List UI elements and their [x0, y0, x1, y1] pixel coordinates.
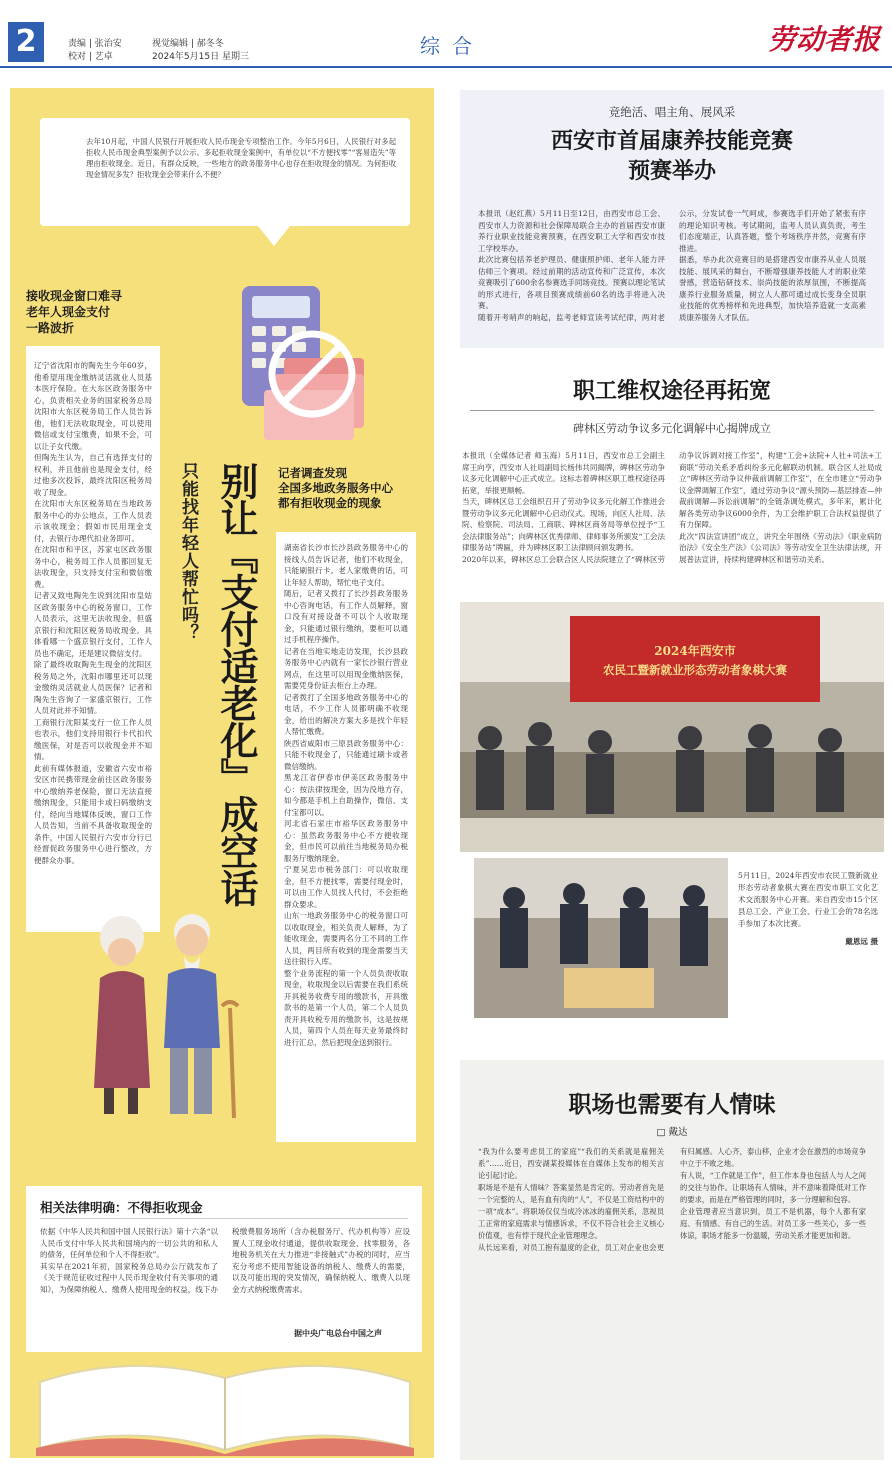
calculator-illustration — [228, 278, 388, 448]
article-skills-contest — [460, 90, 884, 348]
caption-text: 5月11日，2024年西安市农民工暨新就业形态劳动者象棋大赛在西安市职工文化艺术交流服务中心开赛。来自西安市15个区县总工会、产业工会、行业工会的78名选手参加了本次比赛。 — [738, 871, 878, 928]
law-box — [26, 1186, 422, 1352]
article3-title: 职场也需要有人情味 — [568, 1091, 776, 1118]
open-book-illustration — [30, 1352, 420, 1456]
law-rule — [40, 1218, 408, 1219]
elderly-couple-icon — [80, 898, 250, 1130]
main-vertical-title: 别让『支付适老化』成空话 — [214, 462, 259, 906]
header-rule — [0, 66, 892, 68]
chess-game-scene — [474, 858, 728, 1018]
article1-title: 西安市首届康养技能竞赛 预赛举办 — [550, 128, 793, 184]
newspaper-logo: 劳动者报 — [768, 23, 881, 56]
left-column-text: 辽宁省沈阳市的陶先生今年60岁，他希望用现金缴纳灵活就业人员基本医疗保险。在大东区政务服务中心，负责相关业务的国家税务总局沈阳市大东区税务局工作人员告诉他，他们无法收取现金，可以使用微信或支付宝缴费，如果不会，可以让子女代缴。 但陶先生认为，自己有选择支付的权利，并且他前也是现金支付，经过他多次投诉，最终沈阳区税务局收了现金。 在沈阳市大东区税务局在当地政务服务中心的办公地点，工作人员表示该收现金；假如市民用现金支付，去银行办理代扣业务即可。 在沈阳市和平区，苏家屯区政务服务中心，税务局工作人员都回复无法收现金，只支持支付宝和微信缴费。 记者又致电陶先生说到沈阳市皇姑区政务服务中心的税务窗口，工作人员表示，这里无法收现金，但盛京银行和沈阳区税务局收现金。具体看哪一个盛京银行支付，工作人员也不确定，还是建议微信支付。 除了最终收取陶先生现金的沈阳区税务局之外，沈阳市哪里还可以现金缴纳灵活就业人员医保？记者和陶先生咨询了一家盛京银行，工作人员对此并不知情。 工商银行沈阳某支行一位工作人员也表示，他们支持用银行卡代扣代缴医保，对是否可以收现金并不知情。 此前有媒体报道，安徽省六安市裕安区市民携带现金前往区政务服务中心缴纳养老保险，窗口无法直接缴纳现金，只能用卡或扫码缴纳支付，经向当地媒体反映，窗口工作人员告知，当前不具备收取现金的条件，中国人民银行六安市分行已经督促政务服务中心进行整改，方便群众办事。 — [34, 361, 152, 865]
article1-kicker: 竞绝活、唱主角、展风采 — [608, 105, 736, 119]
law-text: 依据《中华人民共和国中国人民银行法》第十六条“以人民币支付中华人民共和国境内的一切公共的和私人的债务，任何单位和个人不得拒收”。 其实早在2021年初，国家税务总局办公厅就发布了《关于规范征收过程中人民币现金收付有关事项的通知》，为保障纳税人、缴费人使用现金的权益，线下办税缴费服务场所（含办税服务厅、代办机构等）应设置人工现金收付通道，提供收取现金、找零服务，各地税务机关在大力推进“非接触式”办税的同时，应当充分考虑不使用智能设备的纳税人、缴费人的需要，以及可能出现的突发情况，确保纳税人、缴费人以现金方式纳税缴费需求。 — [40, 1227, 410, 1294]
caption-credit: 戴恩远 摄 — [845, 937, 878, 946]
photo-caption — [738, 870, 878, 948]
open-book-icon — [30, 1352, 420, 1456]
proof-label: 校对 | 艺卓 — [68, 52, 113, 62]
article2-text: 本报讯（全媒体记者 师玉海）5月11日，西安市总工会副主席王向亨，西安市人社局副局长杨伟共同揭牌，碑林区劳动争议多元化调解中心正式成立。这标志着碑林区职工维权途径再拓宽，举报更顺畅。 当天，碑林区总工会组织召开了劳动争议多元化解工作推进会暨劳动争议多元化调解中心启动仪式。现场，向区人社局、法院、检察院、司法局、工商联、碑林区商务局等单位授予“工会法律服务站”；向碑林区优秀律师、律师事务所颁发“工会法律服务站”牌匾，并为碑林区职工法律顾问颁发聘书。 2020年以来，碑林区总工会联合区人民法院建立了“碑林区劳动争议诉调对接工作室”，构建“工会+法院+人社+司法+工商联”劳动关系矛盾纠纷多元化解联动机制。联合区人社局成立“碑林区劳动争议仲裁前调解工作室”，在全市建立“劳动争议金牌调解工作室”，通过劳动争议“源头预防—基层排查—仲裁前调解—诉讼前调解”的全链条调处模式，多年来，累计化解各类劳动争议6000余件，为工会维护职工合法权益提供了有力保障。 此次“四法宣讲团”成立，讲究全年围绕《劳动法》《职业病防治法》《安全生产法》《公司法》等劳动安全卫生法律法规，开展普法宣讲，持续构建碑林区和谐劳动关系。 — [462, 451, 882, 564]
intro-bubble — [40, 118, 410, 226]
banner-line2: 农民工暨新就业形态劳动者象棋大赛 — [603, 663, 787, 677]
page-number: 2 — [8, 22, 44, 62]
opinion-article — [460, 1060, 884, 1460]
article2-rule — [470, 410, 874, 411]
left-column-card — [26, 346, 160, 932]
chess-game-photo — [474, 858, 728, 1018]
visual-editor-label: 视觉编辑 | 郝冬冬 — [152, 39, 224, 49]
page-header — [0, 0, 892, 68]
editor-label: 责编 | 张治安 — [68, 39, 122, 49]
law-source: 据中央广电总台中国之声 — [294, 1329, 382, 1338]
article1-text: 本报讯（赵红燕）5月11日至12日，由西安市总工会、西安市人力资源和社会保障局联合主办的首届西安市康养行业职业技能竞赛预赛，在西安职工大学和西安市技工学校举办。 此次比赛包括养老护理员、健康照护师、老年人能力评估师三个赛项。经过前期的活动宣传和广泛宣传，本次竞赛吸引了600余名参赛选手同场竞技。预赛以理论笔试的形式进行，各项目预赛成绩前60名的选手将进入决赛。 随着开考哨声的响起，监考老师宣读考试纪律，两对老公示，分发试卷一气呵成，参赛选手们开始了紧张有序的理论知识考核。考试期间，监考人员认真负责，考生们态度端正，认真答题，整个考场秩序井然，竞赛有序推进。 据悉，举办此次竞赛目的是搭建西安市康养从业人员展技能、展风采的舞台，不断增强康养技能人才的职业荣誉感，营造钻研技术、崇尚技能的浓厚氛围，不断提高康养行业服务质量，树立人人都可通过成长变身全员职业技能的优秀榜样和先进典型，加快培养造就一支高素质康养服务人才队伍。 — [478, 209, 866, 322]
article3-text: “我为什么要考虑员工的家庭”“我们的关系就是雇佣关系”……近日，西安湖某投媒体在自媒体上发布的相关言论引起讨论。 职场是不是有人情味？答案显然是肯定的。劳动者首先是一个完整的人，是有血有肉的“人”，不仅是工资结构中的一项“成本”。将职场仅仅当成冷冰冰的雇佣关系，忽视员工正常的家庭需求与情感诉求，不仅不符合社会主义核心价值观，也有悖于现代企业管理理念。 从长远来看，对员工抱有温度的企业，员工对企业也会更有归属感。人心齐，泰山移，企业才会在激烈的市场竞争中立于不败之地。 有人说，“工作就是工作”，但工作本身也包括人与人之间的交往与协作。让职场有人情味，并不意味着降低对工作的要求，而是在严格管理的同时，多一分理解和包容。 企业管理者应当意识到，员工不是机器，每个人都有家庭、有情感、有自己的生活。对员工多一些关心，多一些体谅，职场才能多一份温暖，劳动关系才能更加和谐。 — [478, 1147, 866, 1252]
article2-subtitle: 碑林区劳动争议多元化调解中心揭牌成立 — [573, 422, 771, 435]
banner-line1: 2024年西安市 — [654, 644, 736, 658]
intro-text: 去年10月起，中国人民银行开展拒收人民币现金专项整治工作。今年5月6日，人民银行对多起拒收人民币现金典型案例予以公示。多起拒收现金案例中，有单位以“不方便找零”“客易造失”等理由拒收现金。近日，有群众反映，一些地方的政务服务中心也存在拒收现金的情况。为何拒收现金情况多发？拒收现金会带来什么不便？ — [86, 137, 396, 179]
bubble-tail — [258, 226, 290, 246]
vertical-subtitle: 只能找年轻人帮忙吗？ — [178, 462, 198, 642]
subheading-survey: 记者调查发现 全国多地政务服务中心 都有拒收现金的现象 — [278, 466, 393, 510]
right-column-text: 湖南省长沙市长沙县政务服务中心的接线人员告诉记者，他们不收现金，只能刷银行卡。老人家缴费的话，可让年轻人帮助，帮忙电子支付。 随后，记者又拨打了长沙县政务服务中心咨询电话，有工作人员解释，窗口没有对接设备不可以个人收取现金，只能通过银行缴纳，要柜可以通过手机程序操作。 记者在当地实地走访发现，长沙县政务服务中心内就有一家长沙银行营业网点，在这里可以用现金缴纳医保，需要凭身份证去柜台上办理。 记者拨打了全国多地政务服务中心的电话，不少工作人员都明确不收现金，给出的解决方案大多是找个年轻人帮忙缴费。 陕西省咸阳市三原县政务服务中心：只能不收现金了，只能通过刷卡或者微信缴纳。 黑龙江省伊春市伊美区政务服务中心：按法律按现金，因为没地方存，如今都是手机上自助操作，微信、支付宝都可以。 河北省石家庄市裕华区政务服务中心：虽然政务服务中心不方便收现金，但市民可以前往当地税务局办税服务厅缴纳现金。 宁夏吴忠市税务部门：可以收取现金，但不方便找零，需要付现金时，可以由工作人员找人代付，不会拒绝群众要求。 山东一地政务服务中心的税务窗口可以收取现金，相关负责人解释，为了能收现金，需要两名分工不同的工作人员，两目所有收到的现金需要当天送往银行入库。 整个业务流程的第一个人员负责收取现金，收取现金以后需要在我们系统开具税务收费专用的缴款书，开具缴款书的是第一个人员，第二个人员负责开具收税专用的缴款书，这是按规人员，第四个人员在每天业务最终时进行汇总，然后把现金送到银行。 — [284, 543, 408, 1047]
issue-date: 2024年5月15日 星期三 — [152, 52, 249, 62]
section-name: 综合 — [420, 34, 484, 58]
right-column-card — [276, 532, 416, 1142]
chess-tournament-photo — [460, 602, 884, 852]
players-silhouettes — [460, 698, 884, 852]
subheading-cash-window: 接收现金窗口难寻 老年人现金支付 一路波折 — [26, 289, 123, 335]
article3-byline: □ 戴达 — [656, 1127, 688, 1138]
event-banner — [570, 616, 820, 702]
calculator-icon — [228, 278, 388, 448]
law-title: 相关法律明确：不得拒收现金 — [40, 1200, 203, 1215]
article2-title: 职工维权途径再拓宽 — [572, 378, 771, 404]
elderly-couple-illustration — [80, 898, 250, 1130]
